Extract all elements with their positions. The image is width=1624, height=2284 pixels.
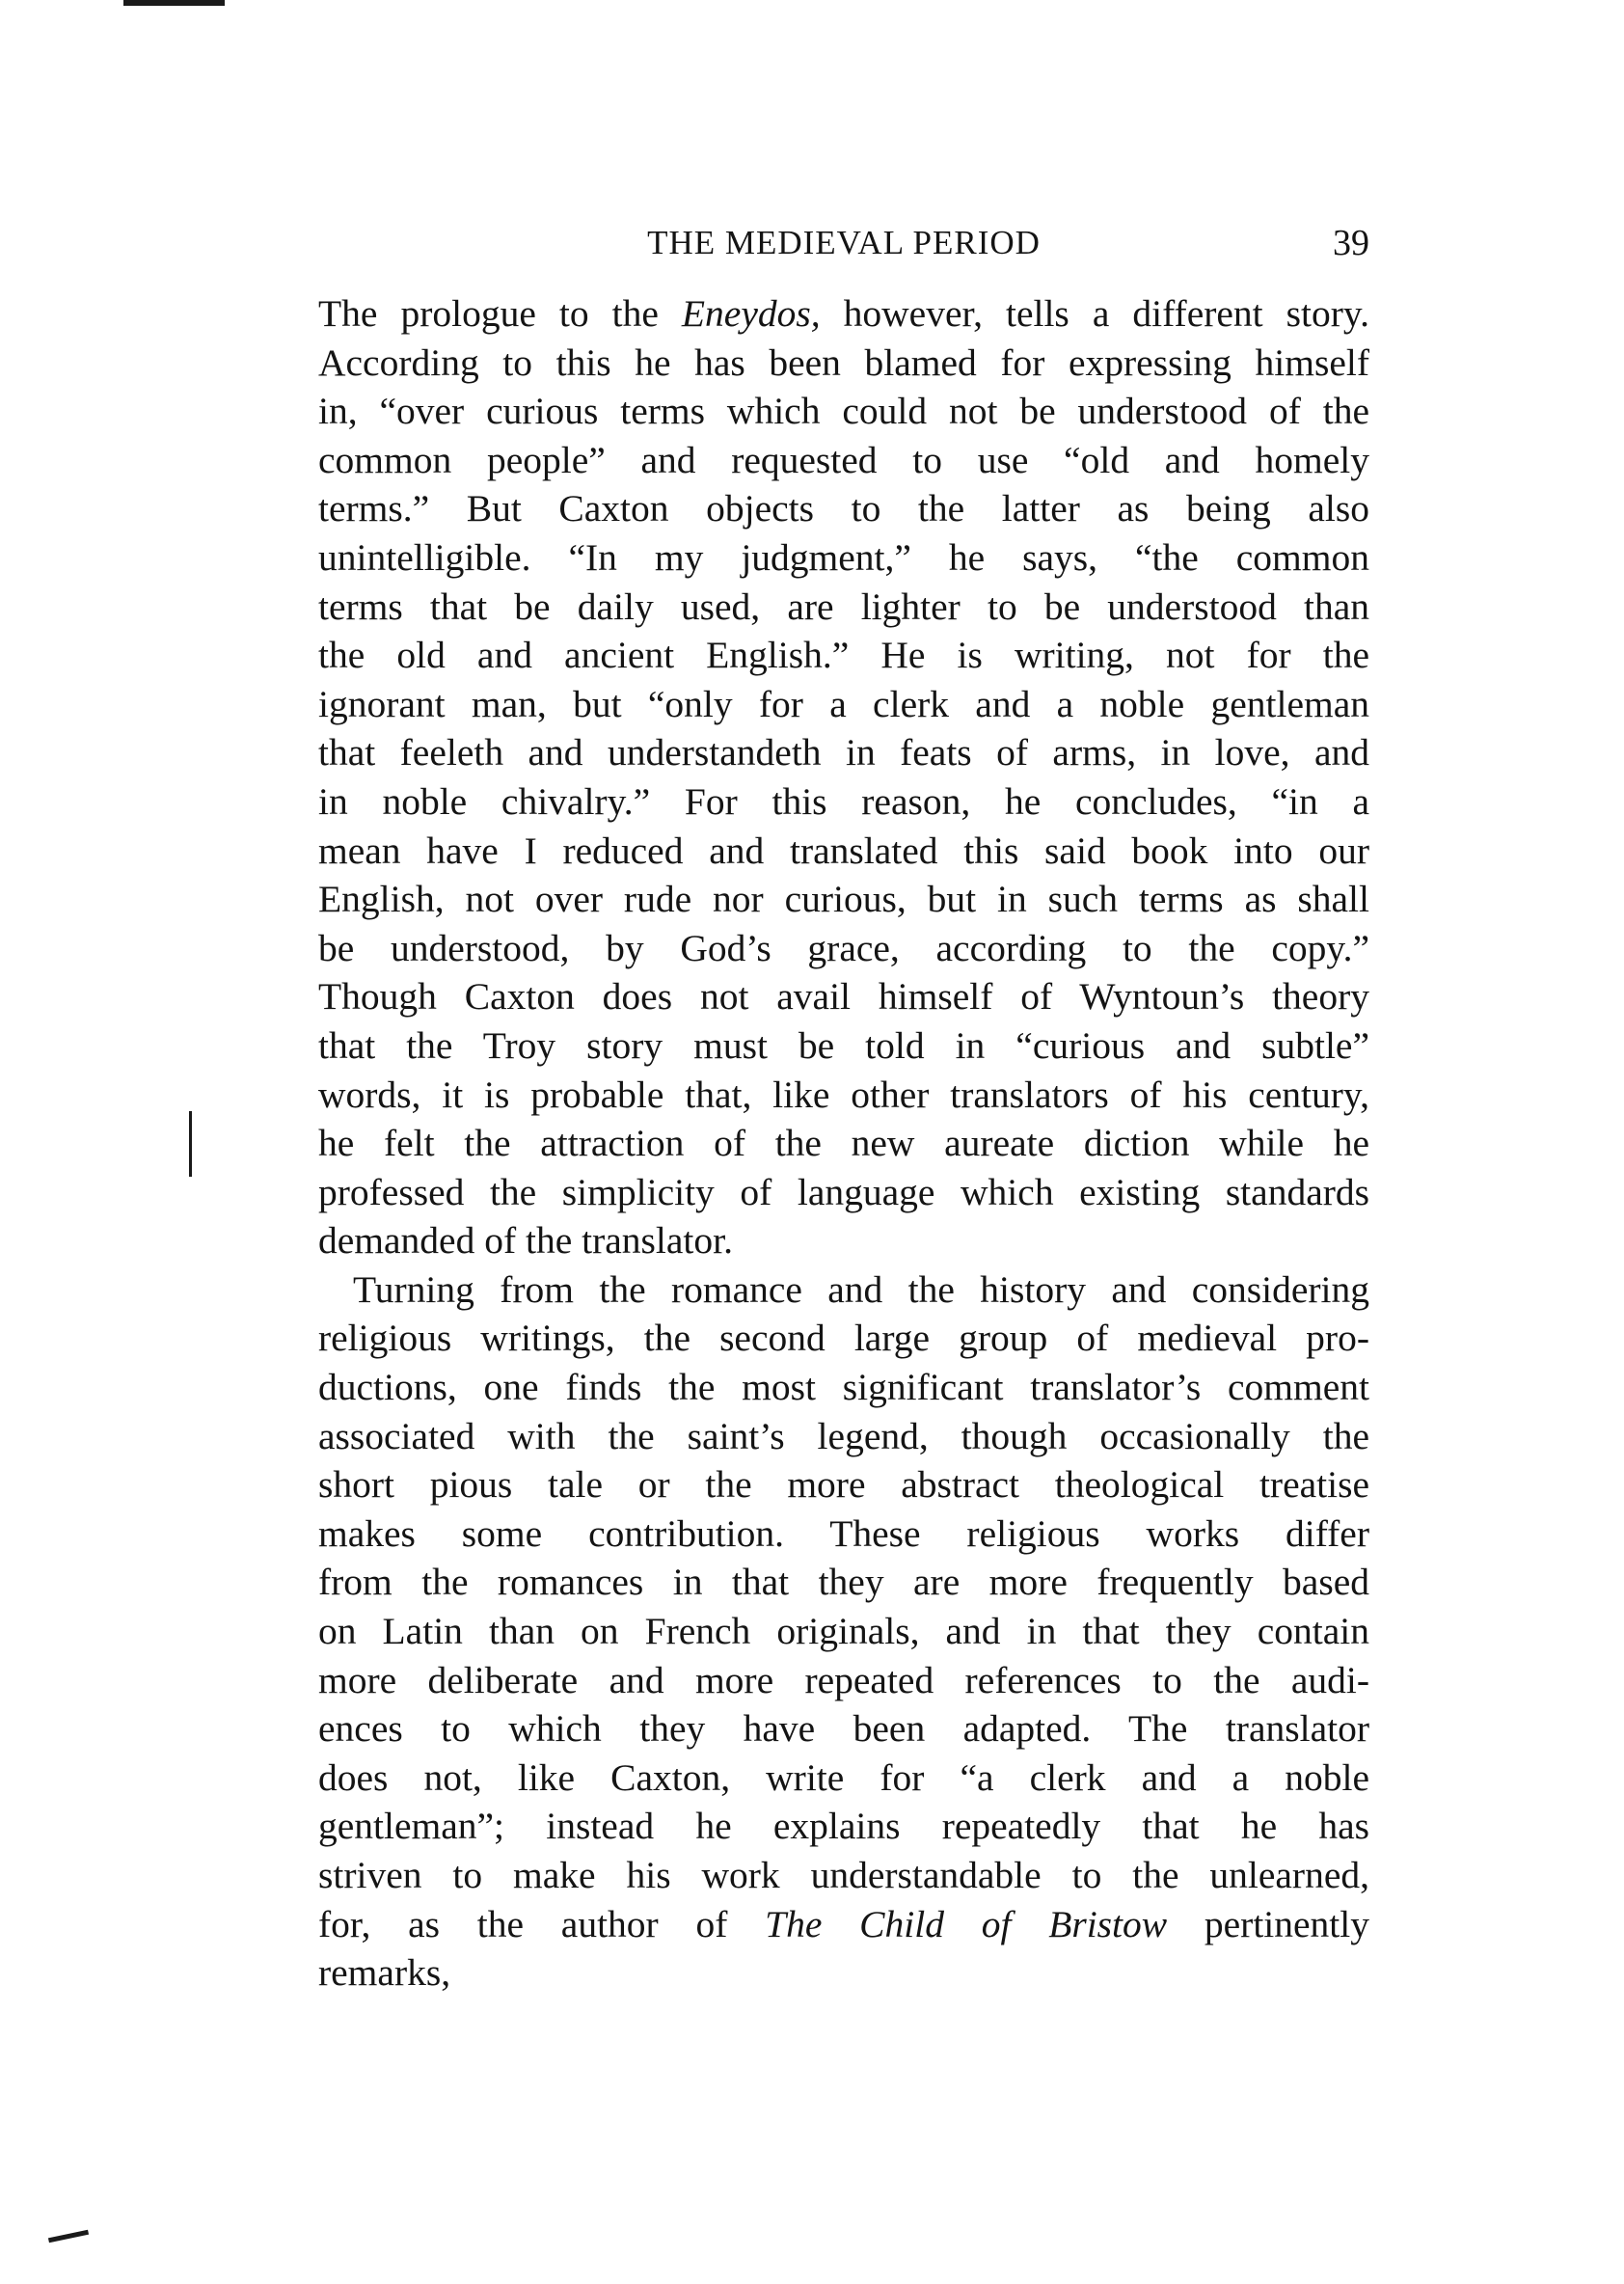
text-line: terms.” But Caxton objects to the latter as being also	[318, 487, 1369, 530]
text-line: does not, like Caxton, write for “a clerk and a noble	[318, 1755, 1369, 1799]
text-line: The prologue to the Eneydos, however, tells a different story.	[318, 292, 1369, 335]
paragraph-2	[318, 1265, 1369, 1998]
text-line: terms that be daily used, are lighter to be understood than	[318, 585, 1369, 628]
text-line: associated with the saint’s legend, though occasionally the	[318, 1414, 1369, 1457]
text-line: that feeleth and understandeth in feats of arms, in love, and	[318, 731, 1369, 775]
text-line: from the romances in that they are more frequently based	[318, 1561, 1369, 1604]
text-line: in noble chivalry.” For this reason, he concludes, “in a	[318, 779, 1369, 823]
text-line: more deliberate and more repeated references to the audi-	[318, 1658, 1369, 1701]
body-text	[318, 289, 1369, 1998]
text-line: Though Caxton does not avail himself of Wyntoun’s theory	[318, 975, 1369, 1019]
text-line: According to this he has been blamed for expressing himself	[318, 340, 1369, 384]
text-line: makes some contribution. These religious works differ	[318, 1511, 1369, 1555]
text-line: he felt the attraction of the new aureate diction while he	[318, 1122, 1369, 1165]
running-title: THE MEDIEVAL PERIOD	[647, 224, 1041, 261]
text-line: gentleman”; instead he explains repeatedly that he has	[318, 1805, 1369, 1848]
text-line: mean have I reduced and translated this said book into our	[318, 829, 1369, 872]
text-line: striven to make his work understandable to the unlearned,	[318, 1854, 1369, 1896]
text-line: in, “over curious terms which could not be understood of the	[318, 390, 1369, 433]
text-line: ences to which they have been adapted. The translator	[318, 1707, 1369, 1751]
text-line: words, it is probable that, like other translators of his century,	[318, 1073, 1369, 1116]
text-line: ignorant man, but “only for a clerk and a noble gentleman	[318, 682, 1369, 725]
running-head	[318, 214, 1369, 272]
text-line: for, as the author of The Child of Bristow pertinently	[318, 1902, 1369, 1945]
text-line: be understood, by God’s grace, according to the copy.”	[318, 926, 1369, 969]
text-line: that the Troy story must be told in “curious and subtle”	[318, 1023, 1369, 1067]
text-line: remarks,	[318, 1951, 451, 1995]
text-line: unintelligible. “In my judgment,” he says, “the common	[318, 535, 1369, 579]
page-number: 39	[1333, 223, 1369, 263]
text-line: ductions, one finds the most significant translator’s comment	[318, 1366, 1369, 1409]
margin-mark	[189, 1111, 192, 1177]
text-line: professed the simplicity of language which existing standards	[318, 1170, 1369, 1213]
text-line: on Latin than on French originals, and in that they contain	[318, 1610, 1369, 1653]
text-line: the old and ancient English.” He is writing, not for the	[318, 634, 1369, 677]
text-line: religious writings, the second large group of medieval pro-	[318, 1317, 1369, 1360]
text-line: English, not over rude nor curious, but in such terms as shall	[318, 878, 1369, 921]
paragraph-1	[318, 289, 1369, 1265]
scan-artifact-bottom	[48, 2230, 89, 2243]
text-line: short pious tale or the more abstract theological treatise	[318, 1463, 1369, 1507]
text-line: common people” and requested to use “old and homely	[318, 438, 1369, 481]
text-line: Turning from the romance and the history and considering	[353, 1267, 1369, 1311]
text-line: demanded of the translator.	[318, 1219, 733, 1263]
scan-artifact-top	[123, 0, 225, 6]
